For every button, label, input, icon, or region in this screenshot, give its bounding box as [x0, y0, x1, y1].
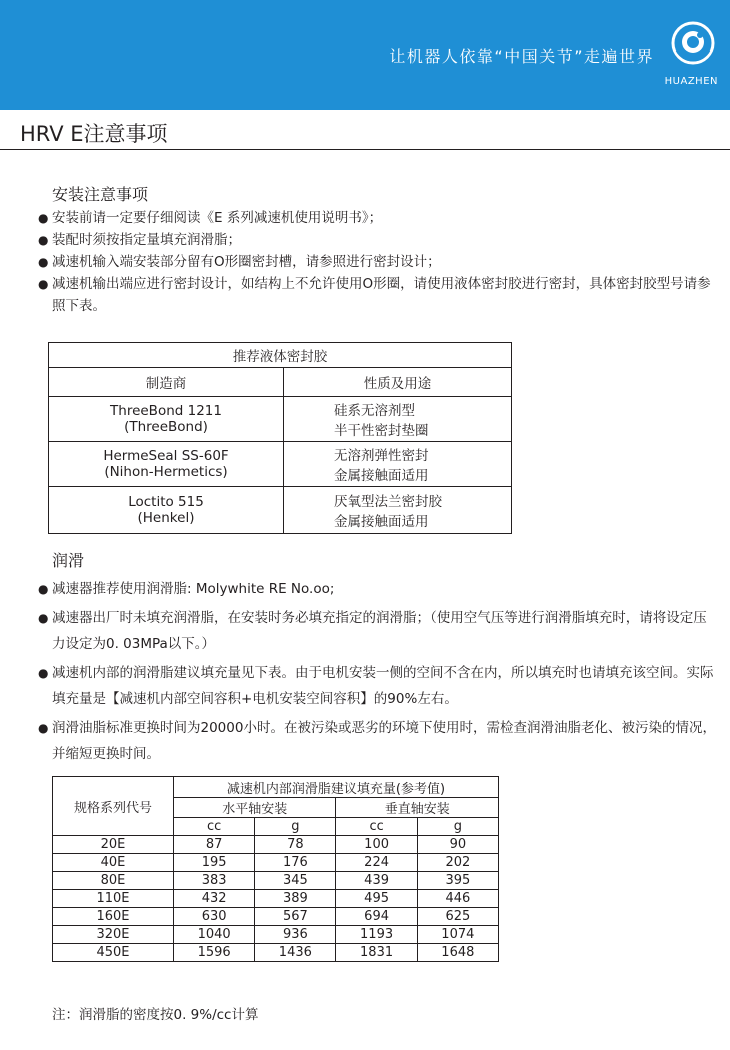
- value-cell: 389: [255, 890, 336, 908]
- grease-table: [52, 776, 499, 962]
- value-cell: 567: [255, 908, 336, 926]
- table-row: [49, 487, 512, 534]
- bullet-icon: ●: [38, 582, 49, 596]
- grease-group-header: 减速机内部润滑脂建议填充量(参考值): [174, 777, 499, 798]
- model-cell: 320E: [53, 926, 174, 944]
- model-cell: 450E: [53, 944, 174, 962]
- bullet-icon: ●: [38, 255, 49, 269]
- list-item: ● 减速机输入端安装部分留有O形圈密封槽，请参照进行密封设计；: [38, 251, 718, 273]
- header-slogan: 让机器人依靠“中国关节”走遍世界: [389, 47, 654, 66]
- value-cell: 195: [174, 854, 255, 872]
- unit-cc: cc: [336, 818, 417, 836]
- page-title: HRV E注意事项: [20, 122, 168, 146]
- list-item: ● 减速机输出端应进行密封设计，如结构上不允许使用O形圈，请使用液体密封胶进行密封，具体密封胶型号请参照下表。: [38, 273, 718, 317]
- table-row: [53, 908, 499, 926]
- table-row: [53, 836, 499, 854]
- value-cell: 202: [417, 854, 498, 872]
- value-cell: 345: [255, 872, 336, 890]
- list-item: ● 装配时须按指定量填充润滑脂；: [38, 229, 718, 251]
- grease-horizontal-header: 水平轴安装: [174, 798, 336, 818]
- table-row: [53, 944, 499, 962]
- value-cell: 1436: [255, 944, 336, 962]
- sealant-table-title: 推荐液体密封胶: [49, 343, 512, 368]
- table-row: [53, 926, 499, 944]
- value-cell: 1648: [417, 944, 498, 962]
- unit-g: g: [255, 818, 336, 836]
- grease-vertical-header: 垂直轴安装: [336, 798, 499, 818]
- header-band: [0, 0, 730, 110]
- value-cell: 495: [336, 890, 417, 908]
- value-cell: 78: [255, 836, 336, 854]
- value-cell: 1831: [336, 944, 417, 962]
- lube-list: [38, 576, 718, 770]
- value-cell: 630: [174, 908, 255, 926]
- sealant-use: 硅系无溶剂型 半干性密封垫圈: [284, 397, 512, 442]
- bullet-icon: ●: [38, 277, 49, 291]
- sealant-header-use: 性质及用途: [284, 368, 512, 397]
- value-cell: 395: [417, 872, 498, 890]
- unit-g: g: [417, 818, 498, 836]
- unit-cc: cc: [174, 818, 255, 836]
- list-item: ● 润滑油脂标准更换时间为20000小时。在被污染或恶劣的环境下使用时，需检查润滑油脂老化、被污染的情况，并缩短更换时间。: [38, 715, 718, 767]
- value-cell: 1193: [336, 926, 417, 944]
- value-cell: 87: [174, 836, 255, 854]
- list-item: ● 减速器出厂时未填充润滑脂，在安装时务必填充指定的润滑脂；（使用空气压等进行润滑脂填充时，请将设定压力设定为0. 03MPa以下。）: [38, 605, 718, 657]
- value-cell: 446: [417, 890, 498, 908]
- list-item: ● 减速机内部的润滑脂建议填充量见下表。由于电机安装一侧的空间不含在内，所以填充时也请填充该空间。实际填充量是【减速机内部空间容积+电机安装空间容积】的90%左右。: [38, 660, 718, 712]
- value-cell: 1596: [174, 944, 255, 962]
- sealant-table: [48, 342, 512, 534]
- value-cell: 1040: [174, 926, 255, 944]
- grease-model-header: 规格系列代号: [53, 777, 174, 836]
- value-cell: 176: [255, 854, 336, 872]
- model-cell: 80E: [53, 872, 174, 890]
- table-row: [53, 890, 499, 908]
- table-row: [53, 872, 499, 890]
- list-item: ● 减速器推荐使用润滑脂: Molywhite RE No.oo;: [38, 576, 718, 602]
- sealant-maker: Loctito 515 (Henkel): [49, 487, 284, 534]
- value-cell: 224: [336, 854, 417, 872]
- install-heading: 安装注意事项: [52, 185, 149, 204]
- value-cell: 1074: [417, 926, 498, 944]
- value-cell: 936: [255, 926, 336, 944]
- value-cell: 100: [336, 836, 417, 854]
- title-divider: [0, 149, 730, 150]
- install-list: [38, 207, 718, 317]
- value-cell: 383: [174, 872, 255, 890]
- sealant-maker: HermeSeal SS-60F (Nihon-Hermetics): [49, 442, 284, 487]
- sealant-header-maker: 制造商: [49, 368, 284, 397]
- sealant-use: 无溶剂弹性密封 金属接触面适用: [284, 442, 512, 487]
- model-cell: 160E: [53, 908, 174, 926]
- model-cell: 40E: [53, 854, 174, 872]
- value-cell: 625: [417, 908, 498, 926]
- value-cell: 90: [417, 836, 498, 854]
- bullet-icon: ●: [38, 666, 49, 680]
- table-row: [49, 442, 512, 487]
- model-cell: 20E: [53, 836, 174, 854]
- bullet-icon: ●: [38, 611, 49, 625]
- sealant-maker: ThreeBond 1211 (ThreeBond): [49, 397, 284, 442]
- density-note: 注：润滑脂的密度按0. 9%/cc计算: [52, 1007, 259, 1023]
- bullet-icon: ●: [38, 721, 49, 735]
- table-row: [53, 854, 499, 872]
- huazhen-logo-icon: [670, 20, 716, 66]
- value-cell: 439: [336, 872, 417, 890]
- value-cell: 694: [336, 908, 417, 926]
- lube-heading: 润滑: [52, 551, 85, 570]
- bullet-icon: ●: [38, 211, 49, 225]
- value-cell: 432: [174, 890, 255, 908]
- bullet-icon: ●: [38, 233, 49, 247]
- brand-name: HUAZHEN: [664, 76, 718, 87]
- sealant-use: 厌氧型法兰密封胶 金属接触面适用: [284, 487, 512, 534]
- model-cell: 110E: [53, 890, 174, 908]
- table-row: [49, 397, 512, 442]
- list-item: ● 安装前请一定要仔细阅读《E 系列减速机使用说明书》；: [38, 207, 718, 229]
